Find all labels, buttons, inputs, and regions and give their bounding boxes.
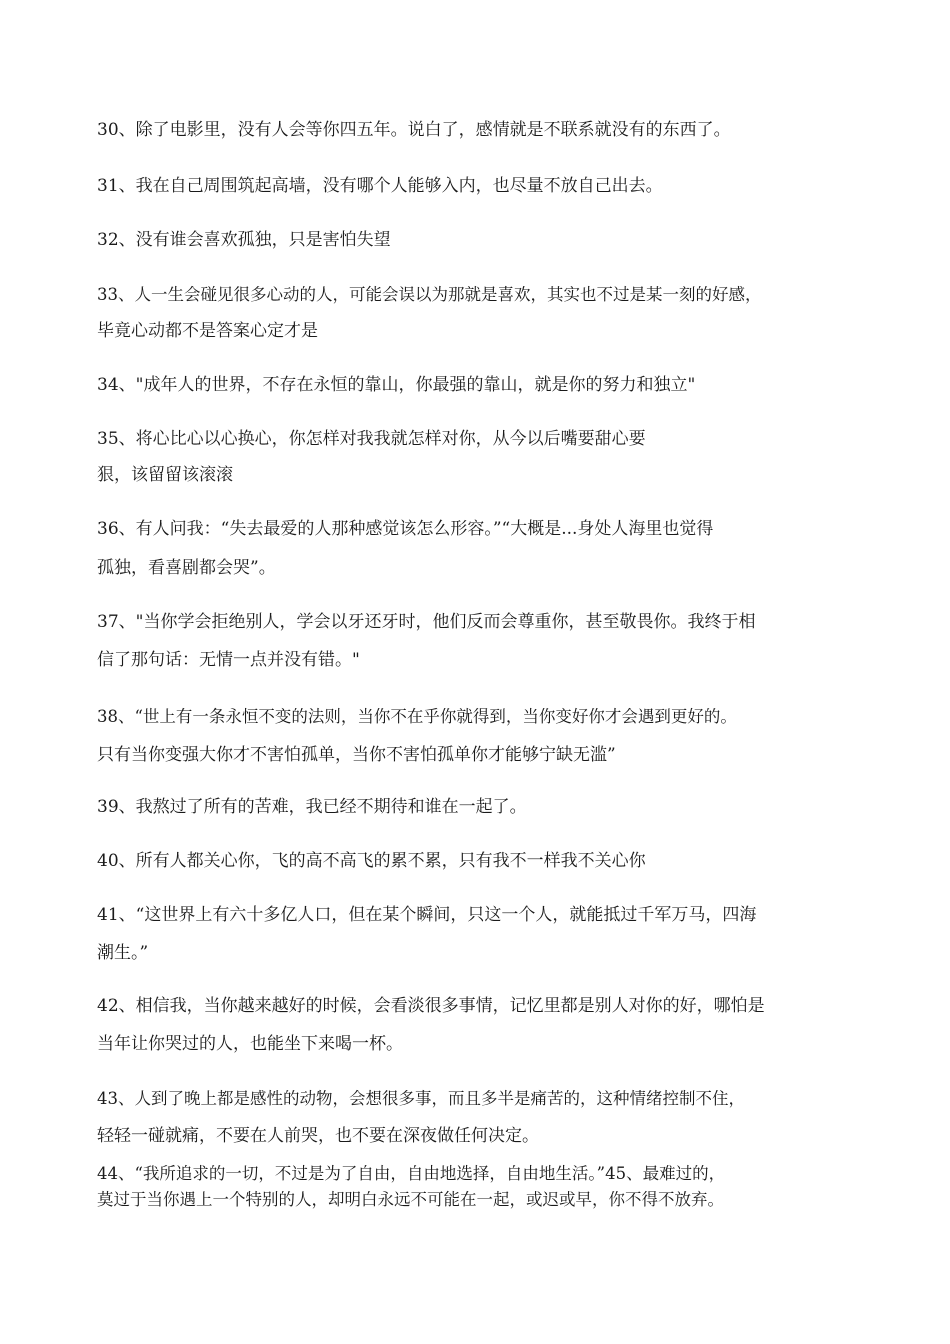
paragraph-31-line-1: 31、我在自己周围筑起高墙，没有哪个人能够入内，也尽量不放自己出去。 (97, 176, 663, 196)
paragraph-35-line-2: 狠，该留留该滚滚 (97, 465, 233, 485)
paragraph-35-line-1: 35、将心比心以心换心，你怎样对我我就怎样对你，从今以后嘴要甜心要 (97, 429, 646, 449)
paragraph-33-line-2: 毕竟心动都不是答案心定才是 (97, 321, 318, 341)
paragraph-44-line-1: 44、“我所追求的一切，不过是为了自由，自由地选择，自由地生活。”45、最难过的， (97, 1164, 726, 1183)
paragraph-37-line-2: 信了那句话：无情一点并没有错。" (97, 650, 360, 670)
paragraph-38-line-2: 只有当你变强大你才不害怕孤单，当你不害怕孤单你才能够宁缺无滥” (97, 745, 616, 765)
paragraph-30-line-1: 30、除了电影里，没有人会等你四五年。说白了，感情就是不联系就没有的东西了。 (97, 120, 731, 140)
paragraph-43-line-2: 轻轻一碰就痛，不要在人前哭，也不要在深夜做任何决定。 (97, 1126, 539, 1146)
paragraph-33-line-1: 33、人一生会碰见很多心动的人，可能会误以为那就是喜欢，其实也不过是某一刻的好感， (97, 285, 762, 304)
paragraph-40-line-1: 40、所有人都关心你，飞的高不高飞的累不累，只有我不一样我不关心你 (97, 851, 646, 871)
paragraph-36-line-1: 36、有人问我：“失去最爱的人那种感觉该怎么形容。”“大概是...身处人海里也觉得 (97, 519, 714, 539)
paragraph-42-line-2: 当年让你哭过的人，也能坐下来喝一杯。 (97, 1034, 403, 1054)
paragraph-43-line-1: 43、人到了晚上都是感性的动物，会想很多事，而且多半是痛苦的，这种情绪控制不住， (97, 1089, 745, 1108)
paragraph-39-line-1: 39、我熬过了所有的苦难，我已经不期待和谁在一起了。 (97, 797, 527, 817)
paragraph-38-line-1: 38、“世上有一条永恒不变的法则，当你不在乎你就得到，当你变好你才会遇到更好的。 (97, 707, 737, 726)
paragraph-34-line-1: 34、"成年人的世界，不存在永恒的靠山，你最强的靠山，就是你的努力和独立" (97, 375, 696, 395)
paragraph-37-line-1: 37、"当你学会拒绝别人，学会以牙还牙时，他们反而会尊重你，甚至敬畏你。我终于相 (97, 612, 756, 632)
paragraph-41-line-1: 41、“这世界上有六十多亿人口，但在某个瞬间，只这一个人，就能抵过千军万马，四海 (97, 905, 757, 925)
paragraph-41-line-2: 潮生。” (97, 943, 149, 963)
paragraph-44-line-2: 莫过于当你遇上一个特别的人，却明白永远不可能在一起，或迟或早，你不得不放弃。 (97, 1190, 724, 1209)
paragraph-36-line-2: 孤独，看喜剧都会哭”。 (97, 558, 276, 578)
paragraph-32-line-1: 32、没有谁会喜欢孤独，只是害怕失望 (97, 230, 391, 250)
paragraph-42-line-1: 42、相信我，当你越来越好的时候，会看淡很多事情，记忆里都是别人对你的好，哪怕是 (97, 996, 765, 1016)
